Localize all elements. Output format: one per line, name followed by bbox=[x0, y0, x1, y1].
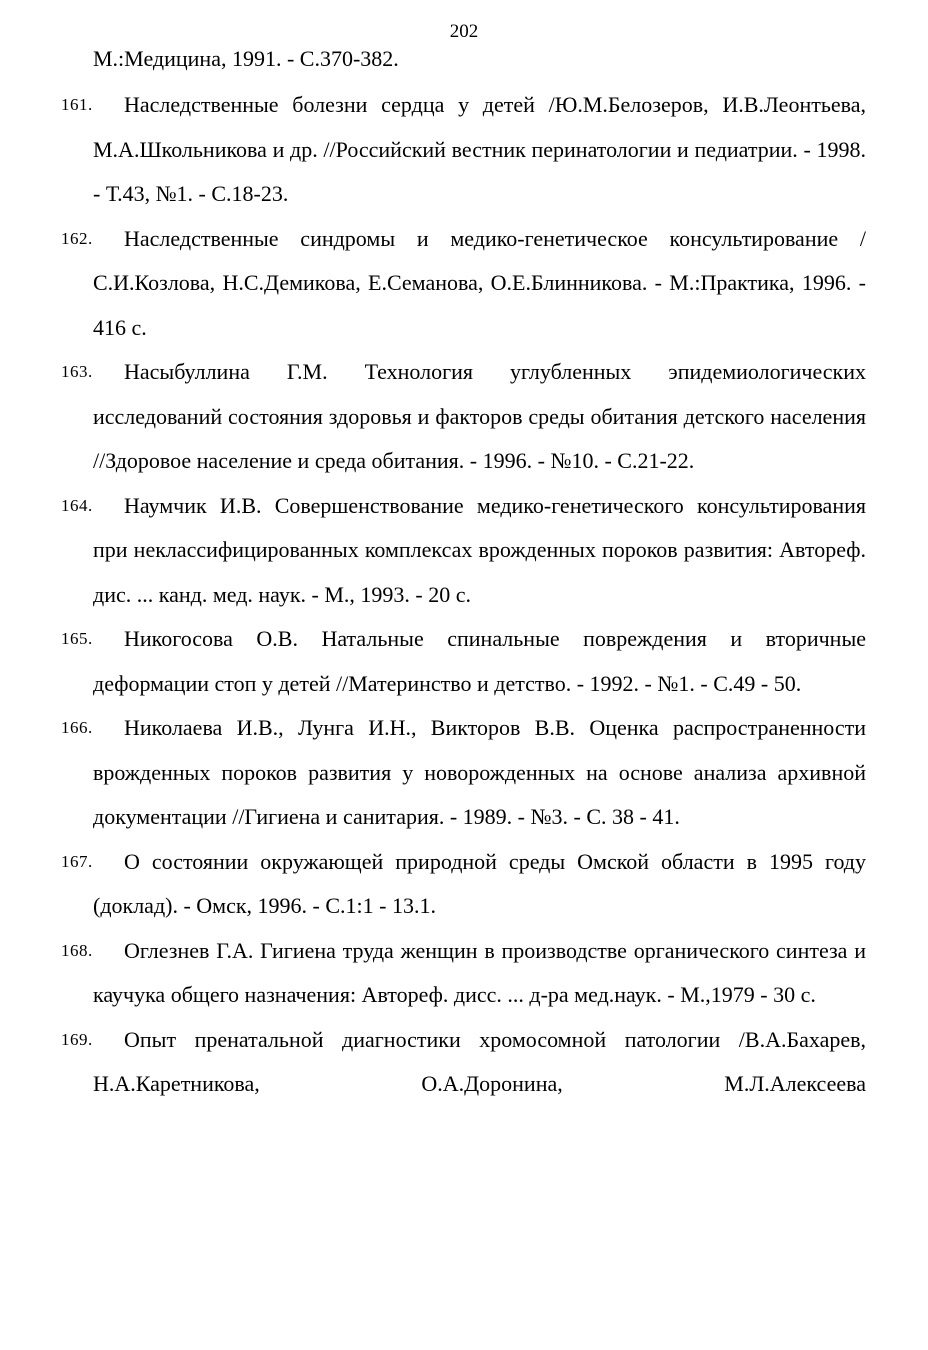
page-number: 202 bbox=[449, 21, 479, 42]
reference-text: О состоянии окружающей природной среды Омской области в 1995 году (доклад). - Омск, 1996. - С.1:1 - 13.1. bbox=[93, 848, 866, 918]
reference-text: Насыбуллина Г.М. Технология углубленных эпидемиологических исследований состояния здоровья и факторов среды обитания детского населения //Здоровое население и среда обитания. - 1996. - №10. - С.21-22. bbox=[93, 359, 866, 473]
reference-number: 163. bbox=[61, 362, 93, 381]
reference-item bbox=[0, 83, 928, 217]
reference-item bbox=[0, 840, 928, 929]
reference-item bbox=[0, 1018, 928, 1107]
reference-text: Опыт пренатальной диагностики хромосомной патологии /В.А.Бахарев, Н.А.Каретникова, О.А.Доронина, М.Л.Алексеева bbox=[93, 1026, 866, 1096]
reference-item bbox=[0, 217, 928, 351]
reference-item bbox=[0, 484, 928, 618]
reference-number: 161. bbox=[61, 95, 93, 114]
reference-number: 168. bbox=[61, 940, 93, 960]
reference-continuation: М.:Медицина, 1991. - С.370-382. bbox=[93, 46, 399, 71]
reference-text: Наследственные синдромы и медико-генетическое консультирование /С.И.Козлова, Н.С.Демикова, Е.Семанова, О.Е.Блинникова. - М.:Практика, 1996. - 416 с. bbox=[93, 225, 866, 340]
reference-number: 169. bbox=[61, 1029, 93, 1049]
reference-number: 164. bbox=[61, 495, 93, 515]
reference-item bbox=[0, 929, 928, 1018]
reference-item bbox=[0, 350, 928, 484]
reference-item bbox=[0, 706, 928, 840]
reference-number: 162. bbox=[61, 228, 93, 248]
reference-number: 166. bbox=[61, 718, 93, 737]
reference-number: 165. bbox=[61, 629, 93, 648]
reference-list bbox=[0, 83, 928, 1107]
reference-text: Оглезнев Г.А. Гигиена труда женщин в производстве органического синтеза и каучука общего назначения: Автореф. дисс. ... д-ра мед.наук. - М.,1979 - 30 с. bbox=[93, 937, 866, 1007]
reference-text: Николаева И.В., Лунга И.Н., Викторов В.В. Оценка распространенности врожденных пороков развития у новорожденных на основе анализа архивной документации //Гигиена и санитария. - 1989. - №3. - С. 38 - 41. bbox=[93, 715, 866, 829]
reference-item bbox=[0, 617, 928, 706]
reference-text: Наумчик И.В. Совершенствование медико-генетического консультирования при неклассифицированных комплексах врожденных пороков развития: Автореф. дис. ... канд. мед. наук. - М., 1993. - 20 с. bbox=[93, 492, 866, 607]
reference-text: Наследственные болезни сердца у детей /Ю.М.Белозеров, И.В.Леонтьева, М.А.Школьникова и др. //Российский вестник перинатологии и педиатрии. - 1998. - Т.43, №1. - С.18-23. bbox=[93, 92, 866, 206]
reference-number: 167. bbox=[61, 851, 93, 871]
reference-text: Никогосова О.В. Натальные спинальные повреждения и вторичные деформации стоп у детей //Материнство и детство. - 1992. - №1. - С.49 - 50. bbox=[93, 626, 866, 696]
